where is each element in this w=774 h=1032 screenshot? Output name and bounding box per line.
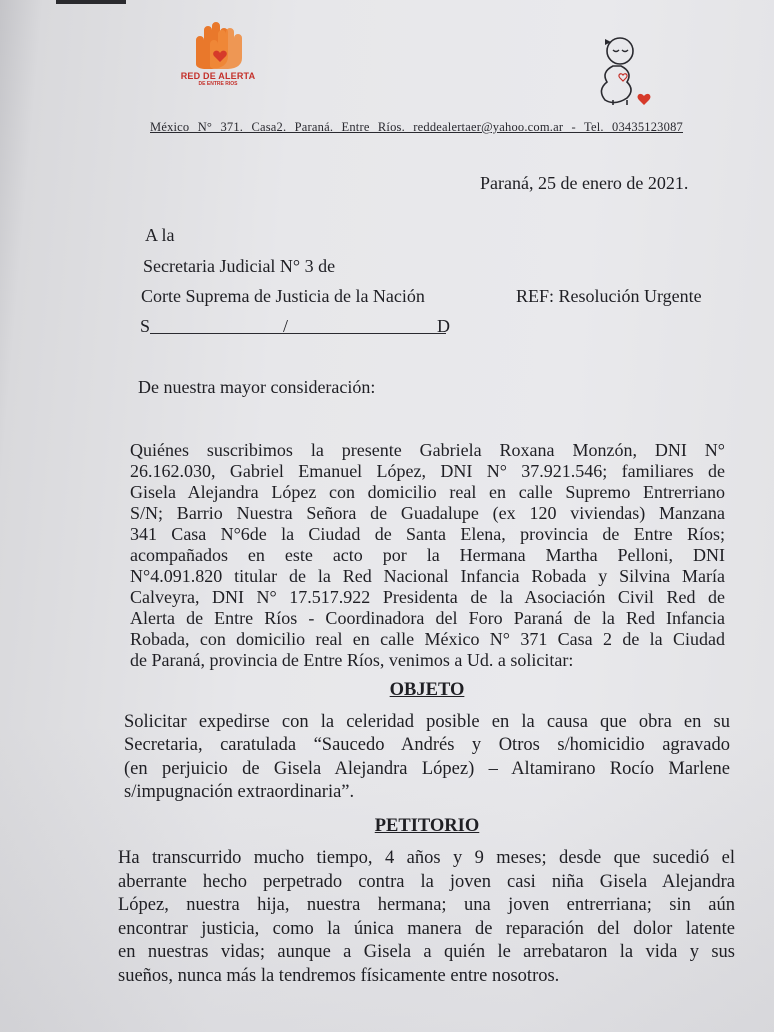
petitorio-paragraph — [118, 847, 735, 989]
paragraph-line: aberrante hecho perpetrado contra la joven casi niña Gisela Alejandra — [118, 871, 735, 892]
salutation-slash: / — [283, 316, 289, 336]
paragraph-line: N°4.091.820 titular de la Red Nacional Infancia Robada y Silvina María — [130, 566, 725, 586]
paragraph-line: sueños, nunca más la tendremos físicamente entre nosotros. — [118, 965, 560, 986]
salutation-s: S — [140, 316, 151, 336]
page-edge-shadow — [56, 0, 126, 4]
salutation-sd-line — [140, 315, 460, 339]
reference-line: REF: Resolución Urgente — [516, 286, 702, 306]
salutation-rule — [150, 333, 446, 334]
paragraph-line: Quiénes suscribimos la presente Gabriela Roxana Monzón, DNI N° — [130, 440, 725, 460]
paragraph-line: Robada, con domicilio real en calle México N° 371 Casa 2 de la Ciudad — [130, 629, 725, 649]
addressee-line-2: Secretaria Judicial N° 3 de — [143, 256, 336, 276]
section-heading-objeto: OBJETO — [389, 680, 465, 700]
addressee-line-1: A la — [145, 225, 175, 245]
red-de-alerta-logo — [172, 20, 264, 92]
paragraph-line: s/impugnación extraordinaria”. — [124, 781, 355, 802]
paragraph-line: S/N; Barrio Nuestra Señora de Guadalupe (ex 120 viviendas) Manzana — [130, 503, 725, 523]
paragraph-line: en nuestras vidas; aunque a Gisela a quién le arrebataron la vida y sus — [118, 942, 735, 963]
letterhead-address: México N° 371. Casa2. Paraná. Entre Ríos. reddealertaer@yahoo.com.ar - Tel. 03435123087 — [150, 120, 683, 134]
paragraph-line: encontrar justicia, como la única manera de reparación del dolor latente — [118, 918, 735, 939]
paragraph-line: Calveyra, DNI N° 17.517.922 Presidenta de la Asociación Civil Red de — [130, 587, 725, 607]
greeting: De nuestra mayor consideración: — [138, 377, 376, 397]
paragraph-line: Secretaria, caratulada “Saucedo Andrés y Otros s/homicidio agravado — [124, 735, 730, 756]
letter-date: Paraná, 25 de enero de 2021. — [480, 173, 689, 193]
addressee-line-3: Corte Suprema de Justicia de la Nación — [141, 286, 425, 306]
paragraph-line: López, nuestra hija, nuestra hermana; una joven entrerriana; sin aún — [118, 895, 735, 916]
paragraph-line: Ha transcurrido mucho tiempo, 4 años y 9 meses; desde que sucedió el — [118, 848, 735, 868]
paragraph-line: 341 Casa N°6de la Ciudad de Santa Elena, provincia de Entre Ríos; — [130, 524, 725, 544]
paragraph-line: de Paraná, provincia de Entre Ríos, venimos a Ud. a solicitar: — [130, 650, 574, 670]
paragraph-line: Gisela Alejandra López con domicilio real en calle Supremo Entrerriano — [130, 482, 725, 502]
paragraph-line: Solicitar expedirse con la celeridad posible en la causa que obra en su — [124, 712, 730, 732]
paragraph-line: (en perjuicio de Gisela Alejandra López) – Altamirano Rocío Marlene — [124, 758, 730, 779]
hands-logo-icon — [190, 20, 246, 70]
paragraph-line: Alerta de Entre Ríos - Coordinadora del Foro Paraná de la Red Infancia — [130, 608, 725, 628]
paragraph-line: 26.162.030, Gabriel Emanuel López, DNI N° 37.921.546; familiares de — [130, 461, 725, 481]
logo-subtitle: DE ENTRE RIOS — [198, 81, 238, 87]
intro-paragraph — [130, 440, 725, 671]
objeto-paragraph — [124, 711, 730, 804]
child-figure-drawing-icon — [583, 33, 663, 109]
section-heading-petitorio: PETITORIO — [374, 816, 480, 836]
child-figure-logo — [583, 33, 663, 109]
salutation-d: D — [437, 316, 450, 336]
logo-name: RED DE ALERTA — [180, 71, 256, 81]
paragraph-line: acompañados en este acto por la Hermana Martha Pelloni, DNI — [130, 545, 725, 565]
